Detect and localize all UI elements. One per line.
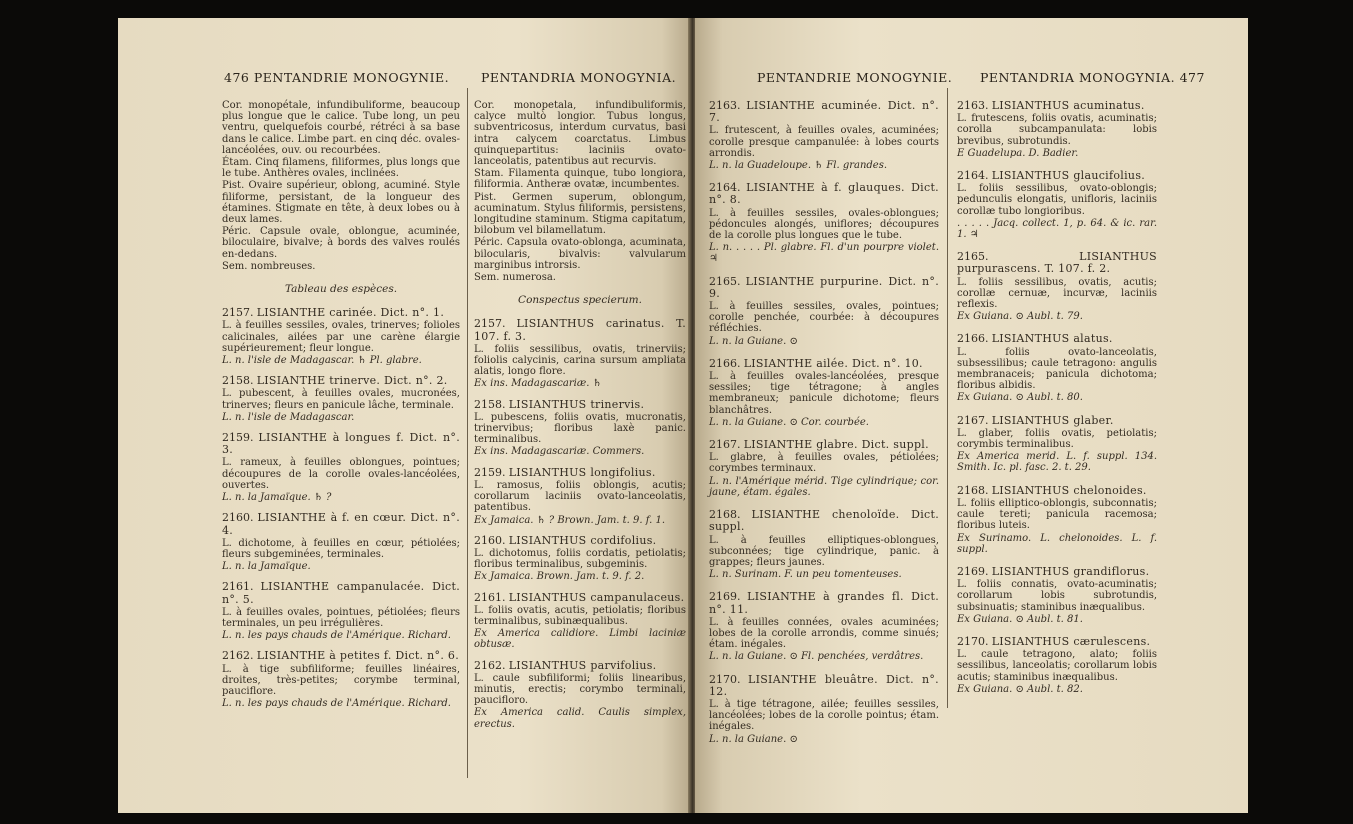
species-entry xyxy=(957,566,1157,625)
entry-name: LISIANTHE à longues f. Dict. n°. 3. xyxy=(222,431,460,457)
entry-locality: Ex Jamaica. Brown. Jam. t. 9. f. 2. xyxy=(474,571,645,583)
entry-locality: L. n. la Guadeloupe. ♄ Fl. grandes. xyxy=(709,160,888,172)
left-fr-column xyxy=(222,100,460,718)
entry-description: L. glaber, foliis ovatis, petiolatis; corymbis terminalibus. xyxy=(957,427,1157,451)
entry-locality: L. n. Surinam. F. un peu tomenteuses. xyxy=(709,569,902,581)
entry-number: 2169. xyxy=(709,590,741,604)
left-la-column xyxy=(474,100,686,739)
left-page-number: 476 xyxy=(224,70,250,85)
entry-heading xyxy=(222,375,460,387)
entry-heading xyxy=(222,581,460,605)
entry-description: L. à feuilles ovales, pointues, pétiolées; fleurs terminales, un peu irrégulières. xyxy=(222,606,460,629)
species-entry xyxy=(474,399,686,458)
left-page xyxy=(118,18,690,813)
entry-heading xyxy=(474,535,686,547)
entry-number: 2167. xyxy=(957,413,989,427)
species-entry xyxy=(474,318,686,389)
entry-locality: L. n. la Guiane. ⊙ xyxy=(709,733,798,745)
la-intro-peric: Péric. Capsula ovato-oblonga, acuminata, bilocularis, bivalvis: valvularum marginibus introrsis. xyxy=(474,237,686,271)
species-entry xyxy=(222,375,460,423)
entry-heading xyxy=(222,650,460,662)
entry-name: LISIANTHE carinée. Dict. n°. 1. xyxy=(256,306,445,320)
species-entry xyxy=(474,660,686,730)
entry-number: 2161. xyxy=(222,580,254,594)
entry-locality: L. n. la Jamaïque. xyxy=(222,561,311,573)
entry-description: L. caule tetragono, alato; foliis sessilibus, lanceolatis; corollarum lobis acutis; staminibus inæqualibus. xyxy=(957,649,1157,683)
entry-heading xyxy=(709,182,939,206)
entry-number: 2168. xyxy=(709,508,741,522)
entry-locality: L. n. la Guiane. ⊙ xyxy=(709,335,798,347)
species-entry xyxy=(222,432,460,503)
species-entry xyxy=(222,512,460,572)
entry-description: L. dichotome, à feuilles en cœur, pétiolées; fleurs subgeminées, terminales. xyxy=(222,537,460,560)
entry-description: L. foliis ovatis, acutis, petiolatis; floribus terminalibus, subinæqualibus. xyxy=(474,604,686,627)
entry-description: L. foliis connatis, ovato-acuminatis; corollarum lobis subrotundis, subsinuatis; staminibus inæqualibus. xyxy=(957,579,1157,613)
entry-locality: L. n. l'isle de Madagascar. ♄ Pl. glabre. xyxy=(222,355,422,367)
entry-name: LISIANTHUS cærulescens. xyxy=(991,634,1151,648)
entry-locality: Ex America merid. L. f. suppl. 134. Smith. Ic. pl. fasc. 2. t. 29. xyxy=(957,451,1157,474)
entry-description: L. à feuilles sessiles, ovales, pointues; corolle penchée, courbée: à découpures réfléchies. xyxy=(709,301,939,335)
entry-description: L. à feuilles sessiles, ovales-oblongues; pédoncules alongés, uniflores; découpures de la corolle plus longues que le tube. xyxy=(709,207,939,242)
entry-description: L. à tige subfiliforme; feuilles linéaires, droites, très-petites; corymbe terminal, pauciflore. xyxy=(222,663,460,697)
entry-locality: Ex America calid. Caulis simplex, erectus. xyxy=(474,707,686,730)
entry-locality: L. n. les pays chauds de l'Amérique. Richard. xyxy=(222,698,451,710)
right-running-head xyxy=(980,70,1205,85)
entry-heading xyxy=(957,100,1157,112)
entry-heading xyxy=(709,276,939,300)
entry-number: 2160. xyxy=(222,511,254,525)
species-entry xyxy=(957,485,1157,555)
entry-locality: Ex Guiana. ⊙ Aubl. t. 82. xyxy=(957,683,1083,695)
entry-name: LISIANTHE à f. glauques. Dict. n°. 8. xyxy=(709,181,939,207)
fr-intro-cor: Cor. monopétale, infundibuliforme, beaucoup plus longue que le calice. Tube long, un peu ventru, quelquefois courbé, rétréci à sa base dans le calice. Limbe part. en cinq déc. ovales-lancéolées, ouv. ou recourbées. xyxy=(222,100,460,156)
la-intro-sem: Sem. numerosa. xyxy=(474,272,556,284)
left-running-head-la: PENTANDRIA MONOGYNIA. xyxy=(481,70,677,85)
entry-name: LISIANTHUS acuminatus. xyxy=(991,99,1145,112)
entry-locality: Ex America calidiore. Limbi laciniæ obtusæ. xyxy=(474,628,686,651)
right-running-head-fr: PENTANDRIE MONOGYNIE. xyxy=(757,70,953,85)
entry-number: 2158. xyxy=(474,397,506,411)
entry-name: LISIANTHUS alatus. xyxy=(991,332,1113,346)
entry-locality: Ex Guiana. ⊙ Aubl. t. 81. xyxy=(957,613,1083,625)
entry-heading xyxy=(957,333,1157,345)
fr-intro-pist: Pist. Ovaire supérieur, oblong, acuminé. Style filiforme, persistant, de la longueur des étamines. Stigmate en tête, à deux lobes ou à deux lames. xyxy=(222,180,460,226)
entry-number: 2166. xyxy=(957,332,989,346)
species-entry xyxy=(957,415,1157,474)
entry-name: LISIANTHUS purpurascens. T. 107. f. 2. xyxy=(957,250,1157,276)
entry-name: LISIANTHUS campanulaceus. xyxy=(508,590,685,604)
entry-number: 2165. xyxy=(957,250,989,264)
entry-heading xyxy=(474,318,686,342)
entry-number: 2159. xyxy=(222,431,254,445)
species-entry xyxy=(957,636,1157,695)
entry-heading xyxy=(474,467,686,479)
entry-name: LISIANTHE glabre. Dict. suppl. xyxy=(743,438,929,452)
entry-heading xyxy=(709,674,939,698)
entry-number: 2164. xyxy=(957,169,989,183)
left-running-head-fr: PENTANDRIE MONOGYNIE. xyxy=(253,70,450,85)
species-entry xyxy=(709,439,939,498)
species-entry xyxy=(222,307,460,366)
entry-number: 2166. xyxy=(709,356,741,370)
entry-number: 2165. xyxy=(709,274,741,288)
entry-description: L. foliis sessilibus, ovatis, acutis; corollæ cernuæ, incurvæ, laciniis reflexis. xyxy=(957,276,1157,311)
species-entry xyxy=(957,251,1157,322)
entry-description: L. dichotomus, foliis cordatis, petiolatis; floribus terminalibus, subgeminis. xyxy=(474,547,686,571)
column-divider-right xyxy=(947,88,948,708)
entry-name: LISIANTHUS trinervis. xyxy=(508,397,645,411)
entry-description: L. frutescent, à feuilles ovales, acuminées; corolle presque campanulée: à lobes courts arrondis. xyxy=(709,125,939,159)
entry-number: 2161. xyxy=(474,590,506,604)
entry-number: 2169. xyxy=(957,564,989,578)
entry-number: 2158. xyxy=(222,374,254,388)
entry-name: LISIANTHE ailée. Dict. n°. 10. xyxy=(743,356,923,370)
entry-description: L. à feuilles elliptiques-oblongues, subconnées; tige cylindrique, panic. à grappes; fleurs jaunes. xyxy=(709,534,939,568)
entry-locality: Ex Jamaica. ♄ ? Brown. Jam. t. 9. f. 1. xyxy=(474,514,665,526)
entry-locality: Ex Guiana. ⊙ Aubl. t. 80. xyxy=(957,392,1083,404)
species-entry xyxy=(957,170,1157,240)
species-entry xyxy=(709,276,939,347)
fr-intro-etam: Étam. Cinq filamens, filiformes, plus longs que le tube. Anthères ovales, inclinées. xyxy=(222,157,460,180)
la-intro-pist: Pist. Germen superum, oblongum, acuminatum. Stylus filiformis, persistens, longitudine staminum. Stigma capitatum, bilobum vel bilamellatum. xyxy=(474,191,686,237)
entry-heading xyxy=(957,636,1157,648)
fr-table-title: Tableau des espèces. xyxy=(284,283,398,296)
entry-description: L. foliis ovato-lanceolatis, subsessilibus; caule tetragono: angulis membranaceis; panicula dichotoma; floribus albidis. xyxy=(957,346,1157,392)
entry-description: L. à feuilles sessiles, ovales, trinerves; folioles calicinales, ailées par une carène élargie supérieurement; fleur longue. xyxy=(222,320,460,354)
entry-name: LISIANTHE chenoloïde. Dict. suppl. xyxy=(709,508,939,534)
species-entry xyxy=(474,592,686,651)
entry-name: LISIANTHUS glaber. xyxy=(991,413,1114,427)
entry-number: 2163. xyxy=(709,99,741,112)
species-entry xyxy=(709,182,939,264)
fr-intro-sem: Sem. nombreuses. xyxy=(222,260,316,272)
entry-heading xyxy=(709,358,939,370)
entry-locality: Ex Guiana. ⊙ Aubl. t. 79. xyxy=(957,311,1083,323)
entry-name: LISIANTHE bleuâtre. Dict. n°. 12. xyxy=(709,672,939,698)
entry-description: L. rameux, à feuilles oblongues, pointues; découpures de la corolle ovales-lancéolées, ouvertes. xyxy=(222,457,460,491)
entry-locality: L. n. l'isle de Madagascar. xyxy=(222,411,355,423)
entry-heading xyxy=(957,415,1157,427)
entry-heading xyxy=(957,566,1157,578)
entry-heading xyxy=(222,512,460,536)
species-entry xyxy=(709,100,939,171)
entry-description: L. à tige tétragone, ailée; feuilles sessiles, lancéolées; lobes de la corolle pointus; étam. inégales. xyxy=(709,698,939,733)
entry-locality: Ex ins. Madagascariæ. ♄ xyxy=(474,378,602,390)
entry-heading xyxy=(709,100,939,124)
right-fr-column xyxy=(709,100,939,756)
entry-description: L. à feuilles ovales-lancéolées, presque sessiles; tige tétragone; à angles membraneux; panicule dichotome; fleurs blanchâtres. xyxy=(709,371,939,416)
entry-description: L. glabre, à feuilles ovales, pétiolées; corymbes terminaux. xyxy=(709,452,939,475)
column-divider xyxy=(467,88,468,778)
entry-number: 2162. xyxy=(222,649,254,663)
entry-name: LISIANTHE trinerve. Dict. n°. 2. xyxy=(256,374,448,388)
right-la-column xyxy=(957,100,1157,706)
right-running-head-la: PENTANDRIA MONOGYNIA. xyxy=(980,70,1176,85)
entry-locality: E Guadelupa. D. Badier. xyxy=(957,147,1079,159)
species-entry xyxy=(709,358,939,428)
entry-heading xyxy=(709,439,939,451)
entry-name: LISIANTHUS longifolius. xyxy=(508,465,656,479)
entry-description: L. frutescens, foliis ovatis, acuminatis; corolla subcampanulata: lobis brevibus, subrotundis. xyxy=(957,113,1157,147)
entry-number: 2168. xyxy=(957,483,989,497)
entry-name: LISIANTHUS parvifolius. xyxy=(508,658,657,672)
entry-description: L. ramosus, foliis oblongis, acutis; corollarum laciniis ovato-lanceolatis, patentibus. xyxy=(474,479,686,514)
entry-locality: L. n. la Guiane. ⊙ Cor. courbée. xyxy=(709,416,869,428)
entry-locality: L. n. la Guiane. ⊙ Fl. penchées, verdâtres. xyxy=(709,651,924,663)
entry-heading xyxy=(222,432,460,456)
entry-description: L. foliis elliptico-oblongis, subconnatis; caule tereti; panicula racemosa; floribus luteis. xyxy=(957,497,1157,532)
la-table-title: Conspectus specierum. xyxy=(518,294,642,307)
entry-description: L. à feuilles connées, ovales acuminées; lobes de la corolle arrondis, comme sinués; étam. inégales. xyxy=(709,616,939,651)
entry-name: LISIANTHE à petites f. Dict. n°. 6. xyxy=(256,649,460,663)
entry-description: L. pubescent, à feuilles ovales, mucronées, trinerves; fleurs en panicule lâche, terminale. xyxy=(222,388,460,411)
right-page-number: 477 xyxy=(1179,70,1205,85)
species-entry xyxy=(474,535,686,583)
la-intro-stam: Stam. Filamenta quinque, tubo longiora, filiformia. Antheræ ovatæ, incumbentes. xyxy=(474,168,686,191)
entry-name: LISIANTHUS grandiflorus. xyxy=(991,564,1150,578)
species-entry xyxy=(957,100,1157,159)
entry-number: 2167. xyxy=(709,438,741,452)
entry-number: 2159. xyxy=(474,465,506,479)
species-entry xyxy=(222,581,460,641)
entry-heading xyxy=(709,509,939,533)
entry-heading xyxy=(709,591,939,615)
entry-number: 2170. xyxy=(957,634,989,648)
entry-description: L. pubescens, foliis ovatis, mucronatis, trinervibus; floribus laxè panic. terminalibus. xyxy=(474,411,686,446)
entry-number: 2160. xyxy=(474,533,506,547)
entry-number: 2163. xyxy=(957,99,989,112)
species-entry xyxy=(957,333,1157,403)
entry-locality: L. n. la Jamaïque. ♄ ? xyxy=(222,492,332,504)
entry-locality: Ex ins. Madagascariæ. Commers. xyxy=(474,446,645,458)
entry-name: LISIANTHUS glaucifolius. xyxy=(991,169,1146,183)
entry-name: LISIANTHE à f. en cœur. Dict. n°. 4. xyxy=(222,511,460,537)
entry-name: LISIANTHUS carinatus. T. 107. f. 3. xyxy=(474,317,687,343)
species-entry xyxy=(709,591,939,662)
species-entry xyxy=(474,467,686,526)
entry-heading xyxy=(474,399,686,411)
fr-intro-peric: Péric. Capsule ovale, oblongue, acuminée, biloculaire, bivalve; à bords des valves roulés en-dedans. xyxy=(222,226,460,260)
entry-number: 2170. xyxy=(709,672,741,686)
entry-locality: L. n. les pays chauds de l'Amérique. Richard. xyxy=(222,630,451,642)
entry-name: LISIANTHE campanulacée. Dict. n°. 5. xyxy=(222,580,460,606)
entry-description: L. foliis sessilibus, ovatis, trinerviis; foliolis calycinis, carina sursum ampliata alatis, longo flore. xyxy=(474,343,686,378)
entry-heading xyxy=(474,592,686,604)
entry-heading xyxy=(474,660,686,672)
entry-name: LISIANTHE acuminée. Dict. n°. 7. xyxy=(709,99,939,125)
entry-heading xyxy=(222,307,460,319)
la-intro-cor: Cor. monopetala, infundibuliformis, calyce multò longior. Tubus longus, subventricosus, interdum curvatus, basi intra calycem coarctatus. Limbus quinquepartitus: laciniis ovato-lanceolatis, patentibus aut recurvis. xyxy=(474,100,686,168)
entry-locality: L. n. l'Amérique mérid. Tige cylindrique; cor. jaune, étam. égales. xyxy=(709,475,939,498)
left-running-head xyxy=(224,70,449,85)
entry-description: L. caule subfiliformi; foliis linearibus, minutis, erectis; corymbo terminali, paucifloro. xyxy=(474,672,686,707)
entry-number: 2164. xyxy=(709,181,741,195)
entry-name: LISIANTHUS cordifolius. xyxy=(508,533,657,547)
entry-description: L. foliis sessilibus, ovato-oblongis; pedunculis elongatis, unifloris, laciniis corollæ tubo longioribus. xyxy=(957,183,1157,217)
entry-name: LISIANTHE purpurine. Dict. n°. 9. xyxy=(709,274,939,300)
entry-heading xyxy=(957,485,1157,497)
entry-name: LISIANTHE à grandes fl. Dict. n°. 11. xyxy=(709,590,939,616)
right-page xyxy=(695,18,1248,813)
entry-locality: Ex Surinamo. L. chelonoides. L. f. suppl. xyxy=(957,532,1157,555)
species-entry xyxy=(222,650,460,709)
entry-number: 2157. xyxy=(222,306,254,320)
species-entry xyxy=(709,674,939,745)
entry-number: 2162. xyxy=(474,658,506,672)
species-entry xyxy=(709,509,939,580)
entry-locality: L. n. . . . . Pl. glabre. Fl. d'un pourpre violet. ♃ xyxy=(709,242,939,265)
entry-name: LISIANTHUS chelonoides. xyxy=(991,483,1147,497)
entry-heading xyxy=(957,251,1157,275)
entry-heading xyxy=(957,170,1157,182)
entry-locality: . . . . . Jacq. collect. 1, p. 64. & ic. rar. 1. ♃ xyxy=(957,217,1157,241)
entry-number: 2157. xyxy=(474,317,506,331)
